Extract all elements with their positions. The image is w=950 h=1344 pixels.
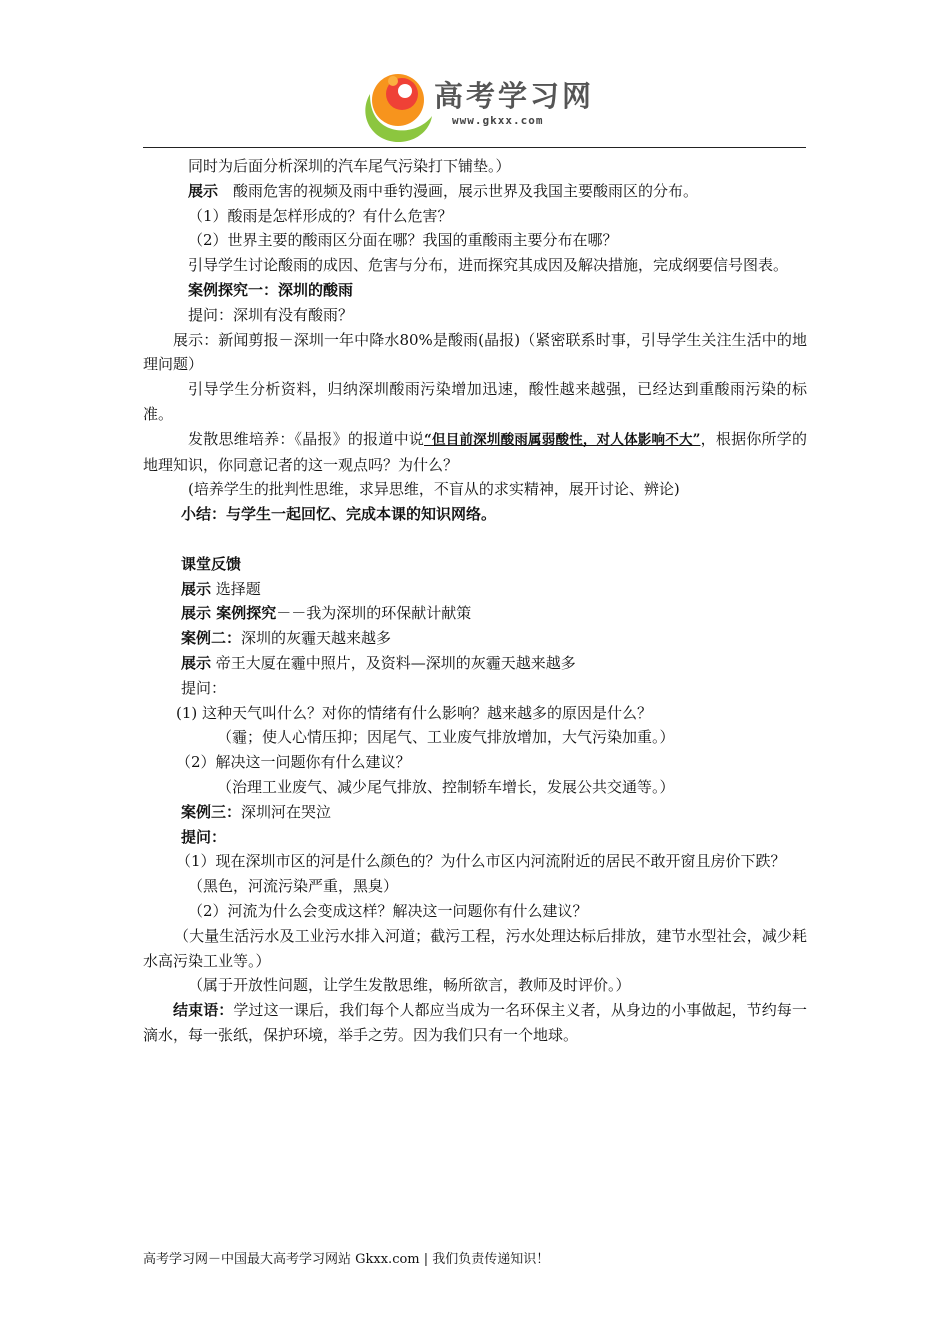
paragraph: 展示 选择题 xyxy=(181,579,261,598)
paragraph: 展示 酸雨危害的视频及雨中垂钓漫画，展示世界及我国主要酸雨区的分布。 xyxy=(188,181,699,200)
paragraph: （属于开放性问题，让学生发散思维，畅所欲言，教师及时评价。） xyxy=(188,976,631,995)
summary: 小结：与学生一起回忆、完成本课的知识网络。 xyxy=(181,505,497,524)
question: （1）现在深圳市区的河是什么颜色的？为什么市区内河流附近的居民不敢开窗且房价下跌？ xyxy=(176,852,786,871)
document-body xyxy=(143,154,807,1048)
label: 展示 xyxy=(188,181,219,200)
header-divider xyxy=(143,147,806,148)
paragraph: 发散思维培养：《晶报》的报道中说“但目前深圳酸雨属弱酸性，对人体影响不大”，根据你所学的地理知识，你同意记者的这一观点吗？为什么？ xyxy=(143,429,807,474)
quoted-text: “但目前深圳酸雨属弱酸性，对人体影响不大” xyxy=(424,431,701,448)
paragraph: 展示 帝王大厦在霾中照片，及资料—深圳的灰霾天越来越多 xyxy=(181,653,576,672)
question: (1) 这种天气叫什么？对你的情绪有什么影响？越来越多的原因是什么？ xyxy=(176,703,653,722)
paragraph: 提问：深圳有没有酸雨？ xyxy=(188,305,354,324)
paragraph: 展示：新闻剪报－深圳一年中降水80%是酸雨(晶报)（紧密联系时事，引导学生关注生活中的地理问题） xyxy=(143,330,807,374)
paragraph: 引导学生分析资料，归纳深圳酸雨污染增加迅速，酸性越来越强，已经达到重酸雨污染的标准。 xyxy=(143,380,807,423)
closing: 结束语：学过这一课后，我们每个人都应当成为一名环保主义者，从身边的小事做起，节约每一滴水，每一张纸，保护环境，举手之劳。因为我们只有一个地球。 xyxy=(143,1001,807,1044)
question: （1）酸雨是怎样形成的？有什么危害？ xyxy=(188,206,453,225)
paragraph: 同时为后面分析深圳的汽车尾气污染打下铺垫。） xyxy=(188,157,511,175)
paragraph: 展示 案例探究－－我为深圳的环保献计献策 xyxy=(181,604,472,623)
answer: （霾；使人心情压抑；因尾气、工业废气排放增加，大气污染加重。） xyxy=(217,728,675,747)
paragraph: 提问： xyxy=(181,827,227,846)
logo-mark-icon xyxy=(356,64,436,146)
site-logo xyxy=(356,64,606,146)
question: （2）解决这一问题你有什么建议？ xyxy=(176,753,411,772)
question: （2）世界主要的酸雨区分面在哪？我国的重酸雨主要分布在哪？ xyxy=(188,231,618,250)
section-heading: 案例探究一：深圳的酸雨 xyxy=(188,280,354,299)
question: （2）河流为什么会变成这样？解决这一问题你有什么建议？ xyxy=(188,901,588,920)
spacer xyxy=(143,527,807,552)
answer: （治理工业废气、减少尾气排放、控制轿车增长，发展公共交通等。） xyxy=(217,777,675,796)
paragraph: 案例三：深圳河在哭泣 xyxy=(181,802,332,821)
answer: （黑色，河流污染严重，黑臭） xyxy=(188,877,399,896)
paragraph: 案例二：深圳的灰霾天越来越多 xyxy=(181,629,392,648)
section-heading: 课堂反馈 xyxy=(181,554,242,573)
paragraph: 引导学生讨论酸雨的成因、危害与分布，进而探究其成因及解决措施，完成纲要信号图表。 xyxy=(188,256,789,275)
page-footer: 高考学习网－中国最大高考学习网站 Gkxx.com | 我们负责传递知识！ xyxy=(143,1252,550,1267)
logo-text: 高考学习网 xyxy=(434,79,595,113)
logo-url: www.gkxx.com xyxy=(452,114,544,127)
paragraph: (培养学生的批判性思维，求异思维，不盲从的求实精神，展开讨论、辨论) xyxy=(188,480,680,499)
paragraph: 提问： xyxy=(181,678,227,697)
answer: （大量生活污水及工业污水排入河道；截污工程，污水处理达标后排放，建节水型社会，减少耗水高污染工业等。） xyxy=(143,926,807,970)
